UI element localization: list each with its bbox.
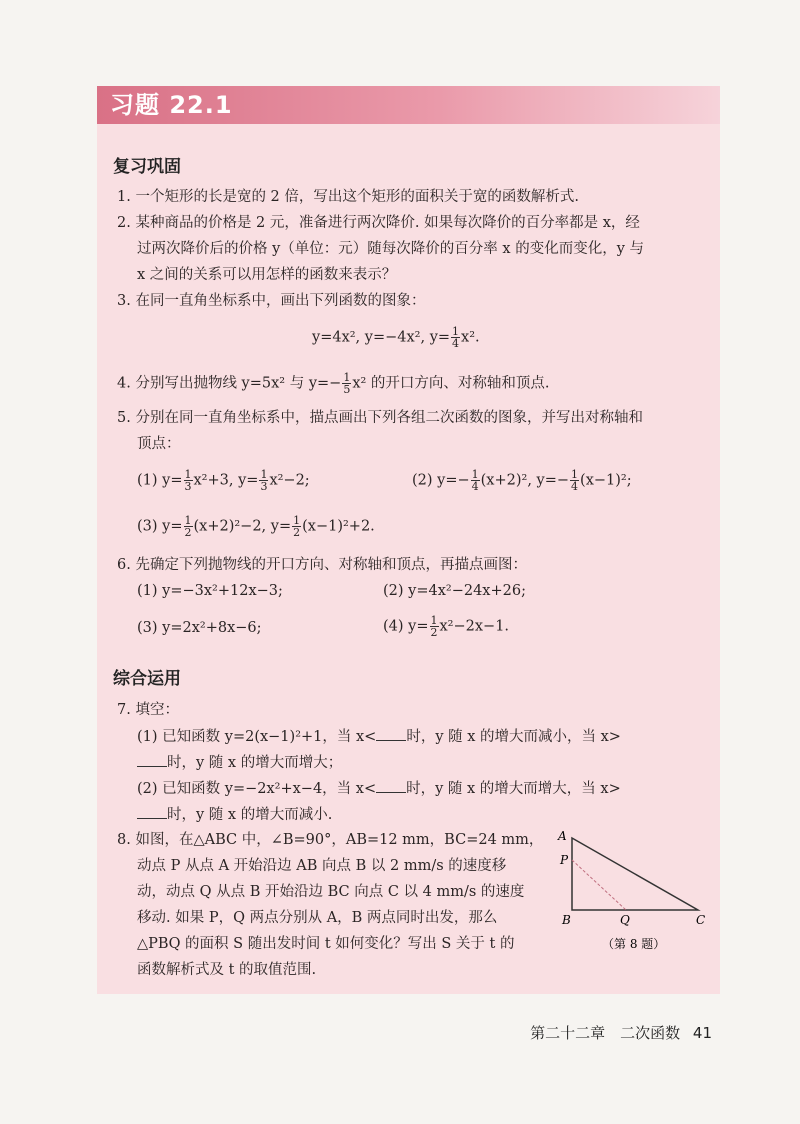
label-b: B (562, 913, 571, 927)
page-footer (530, 1022, 712, 1043)
problem-8-line4: 移动. 如果 P，Q 两点分别从 A，B 两点同时出发，那么 (137, 910, 498, 926)
page-title: 习题 22.1 (110, 91, 233, 119)
problem-8-line6: 函数解析式及 t 的取值范围. (137, 962, 317, 978)
segment-pq (572, 860, 626, 910)
figure-caption: （第 8 题） (602, 937, 666, 951)
problem-3-formula: y=4x², y=−4x², y= $\frac{1}{4}$ x². (312, 325, 480, 350)
problem-5-part1: (1) y= $\frac{1}{3}$ x²+3, y= $\frac{1}{3}$ x²−2; (137, 468, 310, 493)
label-a: A (558, 829, 567, 843)
problem-1: 1. 一个矩形的长是宽的 2 倍，写出这个矩形的面积关于宽的函数解析式. (117, 189, 579, 205)
triangle-abc (572, 838, 698, 910)
label-q: Q (620, 913, 630, 927)
section-review-heading: 复习巩固 (113, 157, 181, 177)
triangle-figure (550, 828, 715, 953)
label-p: P (560, 853, 569, 867)
problem-6-part3: (3) y=2x²+8x−6; (137, 620, 262, 636)
fraction: $\frac{1}{5}$ (343, 371, 351, 396)
footer-chapter: 第二十二章 二次函数 (530, 1024, 681, 1042)
problem-7-part2-line1: (2) 已知函数 y=−2x²+x−4，当 x< 时，y 随 x 的增大而增大，当 x> (137, 778, 621, 799)
problem-6-part2: (2) y=4x²−24x+26; (383, 583, 526, 599)
problem-2-line2: 过两次降价后的价格 y（单位：元）随每次降价的百分率 x 的变化而变化，y 与 (137, 241, 644, 257)
problem-5-part2: (2) y=− $\frac{1}{4}$ (x+2)², y=− $\frac{1}{4}$ (x−1)²; (412, 468, 632, 493)
problem-5-line1: 5. 分别在同一直角坐标系中，描点画出下列各组二次函数的图象，并写出对称轴和 (117, 410, 643, 426)
problem-8-line5: △PBQ 的面积 S 随出发时间 t 如何变化？写出 S 关于 t 的 (137, 936, 515, 952)
problem-8-line1: 8. 如图，在△ABC 中，∠B=90°，AB=12 mm，BC=24 mm， (117, 832, 544, 848)
problem-6: 6. 先确定下列抛物线的开口方向、对称轴和顶点，再描点画图： (117, 557, 527, 573)
problem-8-line3: 动，动点 Q 从点 B 开始沿边 BC 向点 C 以 4 mm/s 的速度 (137, 884, 525, 900)
problem-7-part2-line2: 时，y 随 x 的增大而减小. (137, 804, 332, 825)
label-c: C (696, 913, 706, 927)
problem-4: 4. 分别写出抛物线 y=5x² 与 y=− $\frac{1}{5}$ x² 的开口方向、对称轴和顶点. (117, 371, 550, 396)
section-apply-heading: 综合运用 (113, 669, 181, 689)
problem-2-line1: 2. 某种商品的价格是 2 元，准备进行两次降价. 如果每次降价的百分率都是 x，经 (117, 215, 640, 231)
problem-5-line2: 顶点： (137, 436, 181, 452)
problem-5-part3: (3) y= $\frac{1}{2}$ (x+2)²−2, y= $\frac{1}{2}$ (x−1)²+2. (137, 514, 375, 539)
problem-7-part1-line1: (1) 已知函数 y=2(x−1)²+1，当 x< 时，y 随 x 的增大而减小，当 x> (137, 726, 621, 747)
problem-7-part1-line2: 时，y 随 x 的增大而增大； (137, 752, 342, 773)
page-number: 41 (692, 1024, 712, 1042)
problem-2-line3: x 之间的关系可以用怎样的函数来表示？ (137, 267, 397, 283)
problem-7: 7. 填空： (117, 702, 179, 718)
problem-6-part4: (4) y= $\frac{1}{2}$ x²−2x−1. (383, 614, 510, 639)
fraction: $\frac{1}{4}$ (452, 325, 460, 350)
problem-8-line2: 动点 P 从点 A 开始沿边 AB 向点 B 以 2 mm/s 的速度移 (137, 858, 507, 874)
problem-6-part1: (1) y=−3x²+12x−3; (137, 583, 283, 599)
problem-3: 3. 在同一直角坐标系中，画出下列函数的图象： (117, 293, 426, 309)
